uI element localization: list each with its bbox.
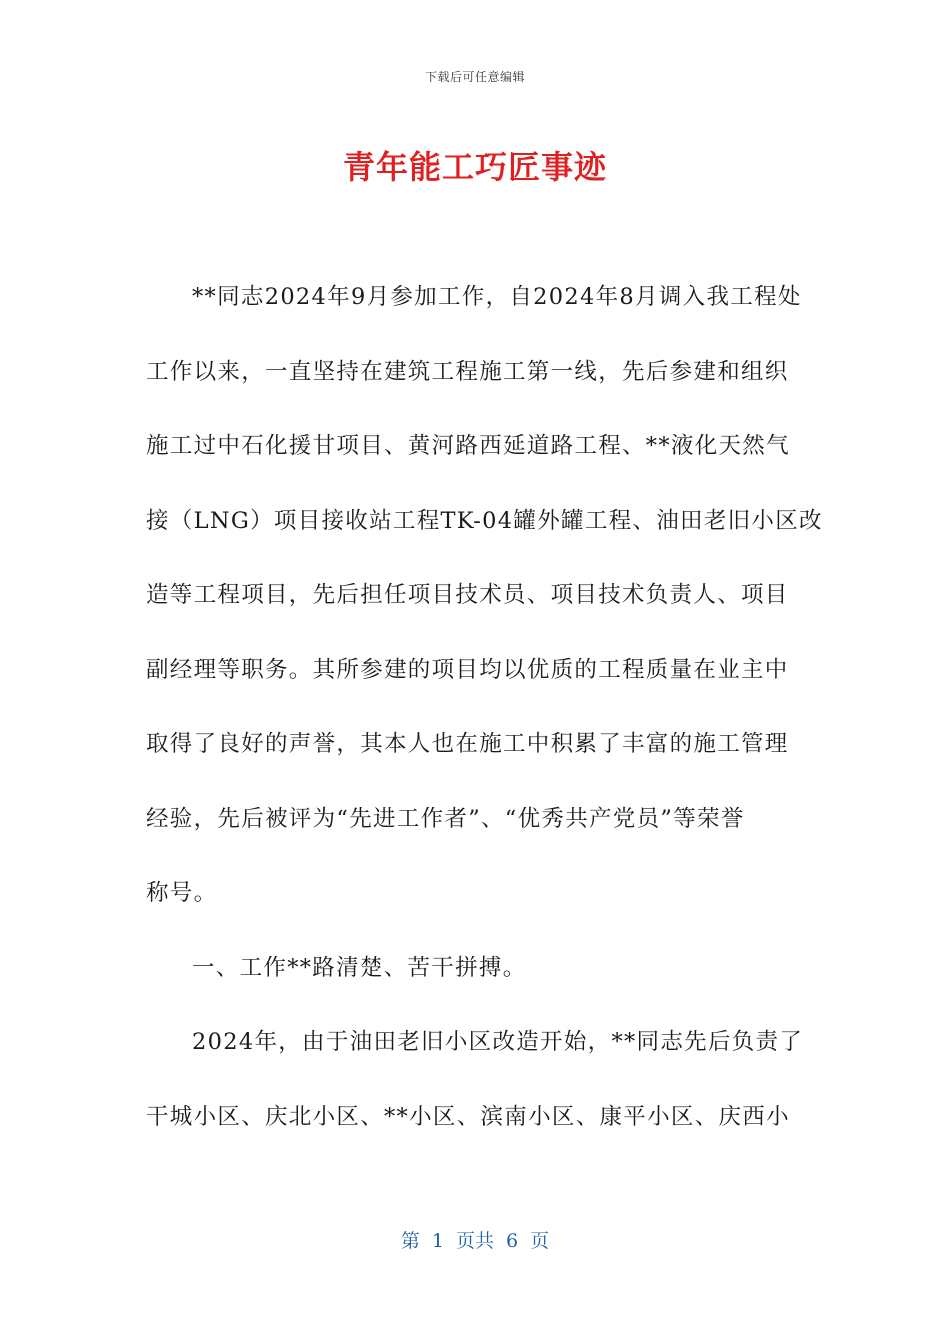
paragraph-line: 取得了良好的声誉，其本人也在施工中积累了丰富的施工管理 [146,731,789,757]
document-body [146,278,823,1172]
total-pages: 6 [506,1230,519,1252]
page-footer [0,1226,950,1253]
paragraph-line: 造等工程项目，先后担任项目技术员、项目技术负责人、项目 [146,582,789,608]
page-number: 1 [431,1230,444,1252]
paragraph-line: 工作以来，一直坚持在建筑工程施工第一线，先后参建和组织 [146,358,789,385]
paragraph-line: 干城小区、庆北小区、**小区、滨南小区、康平小区、庆西小 [146,1103,790,1130]
page-prefix: 第 [400,1230,420,1252]
page-suffix: 页 [530,1230,550,1252]
header-note: 下载后可任意编辑 [424,70,525,84]
paragraph-line: 经验，先后被评为“先进工作者”、“优秀共产党员”等荣誉 [146,805,745,832]
paragraph-line: **同志2024年9月参加工作，自2024年8月调入我工程处 [192,284,802,310]
paragraph-line: 副经理等职务。其所参建的项目均以优质的工程质量在业主中 [146,656,789,683]
paragraph-line: 接（LNG）项目接收站工程TK-04罐外罐工程、油田老旧小区改 [146,507,823,534]
paragraph-line: 2024年，由于油田老旧小区改造开始，**同志先后负责了 [192,1029,804,1055]
page-middle: 页共 [455,1230,494,1252]
paragraph-line: 称号。 [146,880,218,906]
document-title: 青年能工巧匠事迹 [342,148,607,186]
paragraph-line: 施工过中石化援甘项目、黄河路西延道路工程、**液化天然气 [146,433,790,459]
section-heading: 一、工作**路清楚、苦干拼搏。 [192,954,527,981]
